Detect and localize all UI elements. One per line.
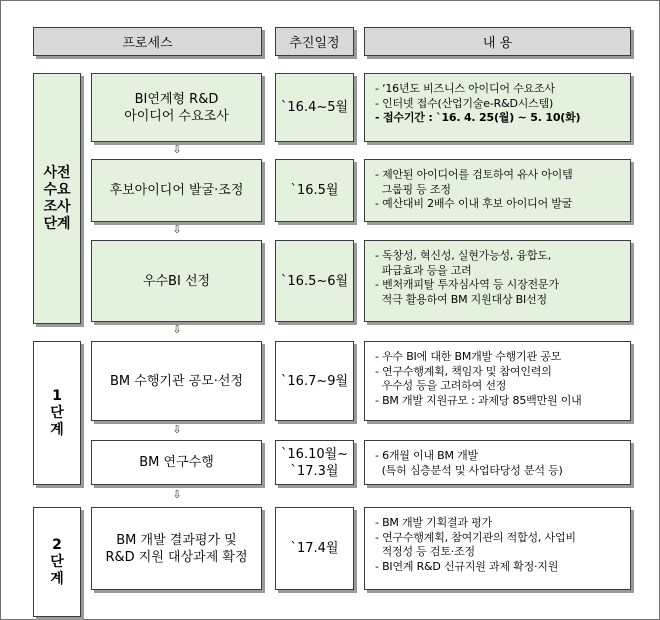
schedule-label-6: `17.4월 [290, 541, 339, 556]
down-arrow-icon: ⇩ [172, 323, 182, 336]
content-line: - BI연계 R&D 신규지원 과제 확정·지원 [375, 559, 559, 573]
process-box-2 [91, 159, 262, 222]
header-process-label: 프로세스 [122, 36, 173, 51]
content-line: 그룹핑 등 조정 [375, 182, 451, 196]
stage-pre-survey [33, 73, 81, 324]
content-line: - 독창성, 혁신성, 실현가능성, 융합도, [375, 249, 552, 262]
process-label-5: BM 연구수행 [139, 455, 214, 470]
schedule-label-5: `16.10월~ `17.3월 [280, 446, 349, 479]
stage-pre-survey-label: 사전 수요 조사 단계 [43, 164, 71, 232]
header-process [33, 27, 262, 56]
schedule-box-4 [275, 341, 354, 421]
content-line: - 제안된 아이디어를 검토하여 유사 아이템 [375, 168, 573, 181]
header-content [364, 27, 631, 56]
header-schedule-label: 추진일정 [289, 36, 340, 51]
content-line: - 벤처캐피탈 투자심사역 등 시장전문가 [375, 278, 559, 291]
content-line: - ‘16년도 비즈니스 아이디어 수요조사 [375, 82, 555, 95]
schedule-box-2 [275, 159, 354, 222]
stage-2 [33, 507, 81, 617]
schedule-box-6 [275, 507, 354, 590]
content-line: - BM 개발 지원규모 : 과제당 85백만원 이내 [375, 393, 582, 407]
stage-2-label: 2 단 계 [50, 536, 64, 587]
content-box-6 [364, 507, 631, 590]
down-arrow-icon: ⇩ [172, 488, 182, 501]
content-line: 우수성 등을 고려하여 선정 [375, 379, 507, 392]
content-line: (특허 심층분석 및 사업타당성 분석 등) [375, 463, 563, 477]
process-box-1 [91, 73, 262, 142]
content-box-3 [364, 240, 631, 322]
header-schedule [275, 27, 354, 56]
stage-1 [33, 341, 81, 485]
process-label-2: 후보아이디어 발굴·조정 [109, 183, 244, 198]
schedule-box-1 [275, 73, 354, 142]
schedule-label-1: `16.4~5월 [280, 100, 349, 115]
process-box-4 [91, 341, 262, 421]
schedule-box-5 [275, 440, 354, 485]
content-line: - 연구수행계획, 책임자 및 참여인력의 [375, 364, 552, 378]
content-line: 파급효과 등을 고려 [375, 263, 472, 277]
content-line: 적정성 등 검토·조정 [375, 545, 475, 558]
down-arrow-icon: ⇩ [172, 143, 182, 156]
content-line: - 접수기간 : `16. 4. 25(월) ~ 5. 10(화) [375, 111, 581, 124]
down-arrow-icon: ⇩ [172, 423, 182, 436]
schedule-label-3: `16.5~6월 [280, 273, 349, 289]
content-line: - 예산대비 2배수 이내 후보 아이디어 발굴 [375, 197, 573, 210]
process-box-3 [91, 240, 262, 322]
process-box-5 [91, 440, 262, 485]
content-line: 적극 활용하여 BM 지원대상 BI선정 [375, 292, 547, 306]
content-line: - 6개월 이내 BM 개발 [375, 449, 478, 462]
content-line: - BM 개발 기획결과 평가 [375, 516, 493, 529]
process-label-4: BM 수행기관 공모·선정 [110, 373, 243, 389]
content-line: - 인터넷 접수(산업기술e-R&D시스템) [375, 96, 554, 110]
process-box-6 [91, 507, 262, 590]
content-box-4 [364, 341, 631, 421]
content-box-1 [364, 73, 631, 142]
content-box-2 [364, 159, 631, 222]
schedule-label-4: `16.7~9월 [280, 373, 349, 389]
process-label-3: 우수BI 선정 [142, 273, 211, 289]
schedule-label-2: `16.5월 [290, 183, 339, 198]
header-content-label: 내 용 [482, 36, 513, 51]
process-label-1: BI연계형 R&D 아이디어 수요조사 [124, 91, 229, 124]
process-label-6: BM 개발 결과평가 및 R&D 지원 대상과제 확정 [105, 532, 248, 565]
content-line: - 우수 BI에 대한 BM개발 수행기관 공모 [375, 350, 562, 363]
stage-1-label: 1 단 계 [50, 387, 64, 438]
content-box-5 [364, 440, 631, 485]
schedule-box-3 [275, 240, 354, 322]
content-line: - 연구수행계획, 참여기관의 적합성, 사업비 [375, 530, 576, 544]
down-arrow-icon: ⇩ [172, 223, 182, 236]
